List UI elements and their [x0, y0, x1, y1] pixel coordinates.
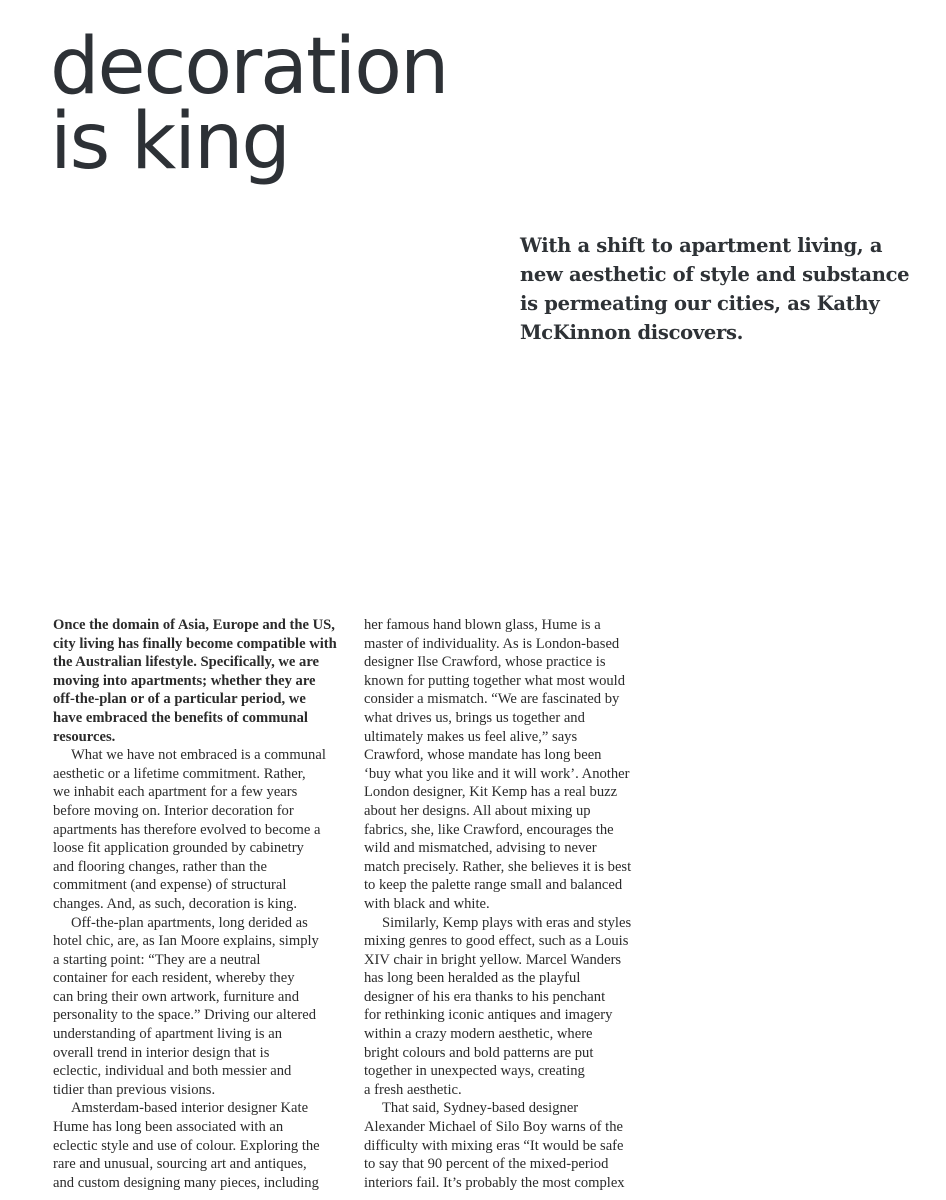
text-line: hotel chic, are, as Ian Moore explains, simply: [53, 933, 319, 950]
body-column-left: [53, 616, 349, 1192]
text-line: bright colours and bold patterns are put: [364, 1044, 594, 1061]
text-line: and custom designing many pieces, including: [53, 1174, 319, 1191]
body-column-middle: [364, 616, 660, 1192]
standfirst: [520, 231, 920, 347]
text-line: What we have not embraced is a communal: [71, 747, 326, 764]
text-line: Off-the-plan apartments, long derided as: [71, 914, 308, 931]
text-line: master of individuality. As is London-based: [364, 635, 620, 652]
body-paragraph: [53, 914, 349, 1100]
text-line: moving into apartments; whether they are: [53, 672, 316, 689]
text-line: interiors fail. It’s probably the most complex: [364, 1174, 625, 1191]
text-line: Alexander Michael of Silo Boy warns of the: [364, 1119, 623, 1136]
text-line: we inhabit each apartment for a few years: [53, 784, 298, 801]
text-line: apartments has therefore evolved to become a: [53, 821, 321, 838]
text-line: designer Ilse Crawford, whose practice is: [364, 654, 606, 671]
text-line: to keep the palette range small and balanced: [364, 877, 623, 894]
text-line: overall trend in interior design that is: [53, 1044, 270, 1061]
text-line: with black and white.: [364, 895, 490, 912]
text-line: Amsterdam-based interior designer Kate: [71, 1100, 309, 1117]
text-line: loose fit application grounded by cabinetry: [53, 840, 304, 857]
text-line: personality to the space.” Driving our altered: [53, 1007, 317, 1024]
text-line: That said, Sydney-based designer: [382, 1100, 579, 1117]
text-line: eclectic, individual and both messier and: [53, 1063, 292, 1080]
text-line: off-the-plan or of a particular period, we: [53, 691, 306, 708]
text-line: a starting point: “They are a neutral: [53, 951, 261, 968]
text-line: rare and unusual, sourcing art and antiques,: [53, 1156, 307, 1173]
text-line: designer of his era thanks to his penchant: [364, 988, 606, 1005]
headline-line-1: decoration: [50, 22, 448, 112]
text-line: aesthetic or a lifetime commitment. Rather,: [53, 765, 306, 782]
text-line: about her designs. All about mixing up: [364, 802, 591, 819]
text-line: known for putting together what most would: [364, 672, 626, 689]
text-line: a fresh aesthetic.: [364, 1081, 462, 1098]
text-line: XIV chair in bright yellow. Marcel Wanders: [364, 951, 622, 968]
text-line: within a crazy modern aesthetic, where: [364, 1026, 593, 1043]
headline: [50, 22, 570, 187]
text-line: tidier than previous visions.: [53, 1081, 216, 1098]
body-paragraph: [53, 746, 349, 913]
text-line: Crawford, whose mandate has long been: [364, 747, 602, 764]
text-line: container for each resident, whereby they: [53, 970, 295, 987]
headline-line-2: is king: [50, 97, 289, 187]
text-line: wild and mismatched, advising to never: [364, 840, 597, 857]
text-line: Once the domain of Asia, Europe and the US,: [53, 617, 335, 633]
body-paragraph: [364, 914, 660, 1100]
text-line: ultimately makes us feel alive,” says: [364, 728, 578, 745]
text-line: mixing genres to good effect, such as a Louis: [364, 933, 629, 950]
text-line: changes. And, as such, decoration is king.: [53, 895, 297, 912]
text-line: understanding of apartment living is an: [53, 1026, 282, 1043]
text-line: can bring their own artwork, furniture and: [53, 988, 299, 1005]
text-line: for rethinking iconic antiques and imagery: [364, 1007, 613, 1024]
standfirst-line: With a shift to apartment living, a: [520, 234, 883, 257]
text-line: difficulty with mixing eras “It would be safe: [364, 1137, 624, 1154]
text-line: have embraced the benefits of communal: [53, 709, 308, 726]
standfirst-line: is permeating our cities, as Kathy: [520, 292, 880, 315]
text-line: resources.: [53, 728, 116, 745]
text-line: Hume has long been associated with an: [53, 1119, 284, 1136]
text-line: what drives us, brings us together and: [364, 709, 585, 726]
standfirst-line: McKinnon discovers.: [520, 321, 744, 344]
text-line: city living has finally become compatible with: [53, 635, 337, 652]
intro-paragraph: [53, 616, 349, 746]
text-line: has long been heralded as the playful: [364, 970, 581, 987]
text-line: fabrics, she, like Crawford, encourages the: [364, 821, 614, 838]
text-line: match precisely. Rather, she believes it is best: [364, 858, 632, 875]
body-paragraph: [364, 616, 660, 914]
text-line: to say that 90 percent of the mixed-period: [364, 1156, 609, 1173]
text-line: before moving on. Interior decoration for: [53, 802, 294, 819]
text-line: eclectic style and use of colour. Exploring the: [53, 1137, 320, 1154]
text-line: consider a mismatch. “We are fascinated by: [364, 691, 620, 708]
text-line: together in unexpected ways, creating: [364, 1063, 585, 1080]
text-line: ‘buy what you like and it will work’. Another: [364, 765, 630, 782]
text-line: commitment (and expense) of structural: [53, 877, 287, 894]
text-line: her famous hand blown glass, Hume is a: [364, 617, 601, 633]
text-line: and flooring changes, rather than the: [53, 858, 267, 875]
text-line: Similarly, Kemp plays with eras and styles: [382, 914, 632, 931]
body-paragraph: [53, 1099, 349, 1192]
body-paragraph: [364, 1099, 660, 1192]
text-line: the Australian lifestyle. Specifically, we are: [53, 654, 320, 671]
text-line: London designer, Kit Kemp has a real buzz: [364, 784, 618, 801]
standfirst-line: new aesthetic of style and substance: [520, 263, 910, 286]
